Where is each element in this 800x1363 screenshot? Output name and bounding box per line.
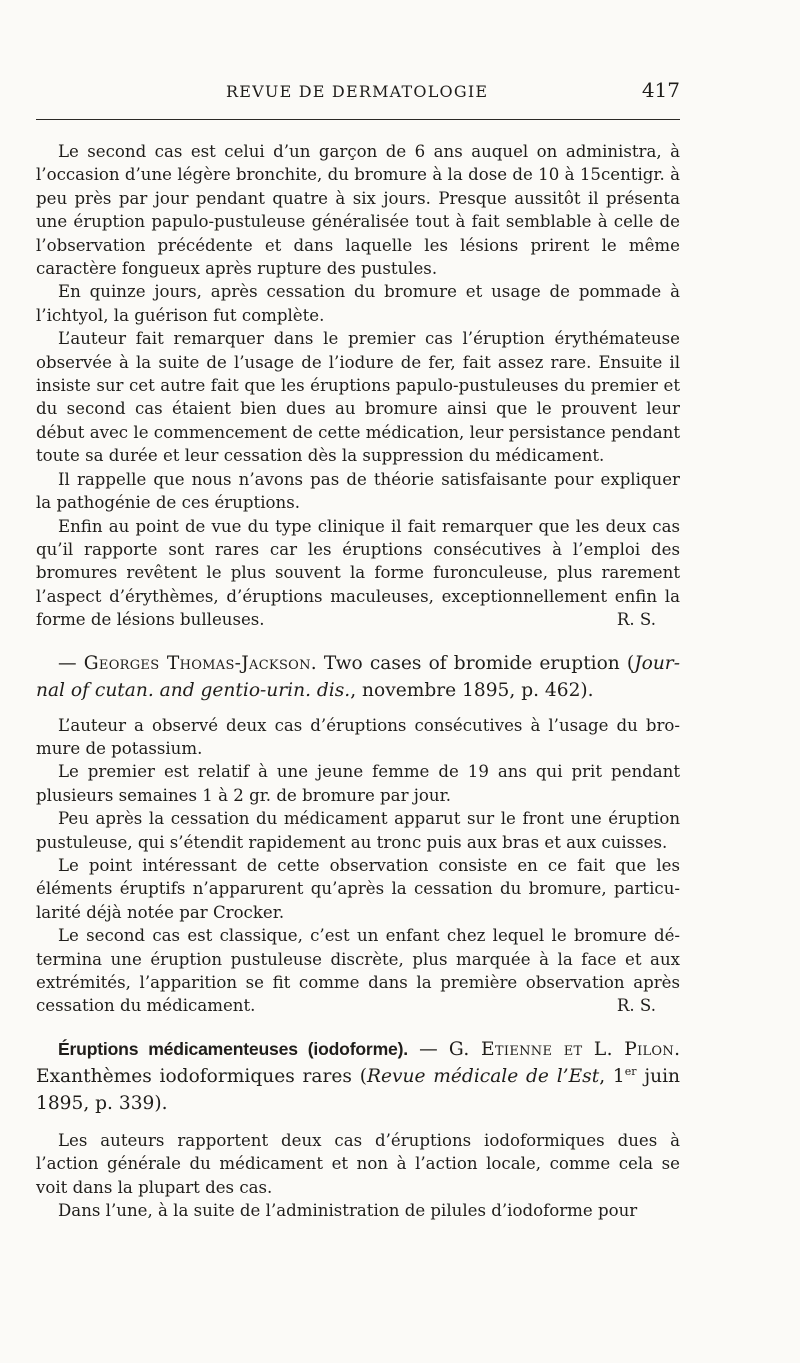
- paragraph: En quinze jours, après cessation du bromure et usage de pommade à l’ichtyol, la guérison fut complète.: [36, 282, 680, 325]
- ref-date-page: , novembre 1895, p. 462).: [350, 679, 594, 701]
- paragraph-text: Enfin au point de vue du type clinique il fait remarquer que les deux cas qu’il rapporte sont rares car les éruptions consécutives à l’emploi des bromures revêtent le plus souvent la forme furonculeuse, plus rarement l’aspect d’érythèmes, d’éruptions maculeuses, exceptionnellement enfin la forme de lésions bulleuses.: [36, 516, 680, 630]
- ref-authors: G. Etienne et L. Pilon: [448, 1038, 675, 1060]
- ref-subtitle: Exanthèmes iodoformiques rares (: [36, 1065, 368, 1087]
- page-header: [36, 78, 680, 108]
- ref-date-rest: juin 1895, p. 339).: [36, 1065, 680, 1114]
- ref-title: Two cases of bromide eruption: [323, 652, 620, 674]
- paragraph: Peu après la cessation du médicament apparut sur le front une éruption pustuleuse, qui s’étendit rapidement au tronc puis aux bras et aux cuisses.: [36, 809, 680, 852]
- paragraph: L’auteur fait remarquer dans le premier cas l’éruption érythémateuse observée à la suite de l’usage de l’iodure de fer, fait assez rare. Ensuite il insiste sur cet autre fait que les éruptions papulo-pustuleuses du premier et du second cas étaient bien dues au bromure ainsi que le prouvent leur début avec le commencement de cette médication, leur persistance pendant toute sa durée et leur cessation dès la suppression du médicament.: [36, 329, 680, 466]
- signature: R. S.: [616, 996, 656, 1016]
- ref-dash: —: [58, 652, 84, 674]
- paragraph: Le point intéressant de cette observation consiste en ce fait que les éléments éruptifs n’apparurent qu’après la cessation du bromure, particularité déjà notée par Crocker.: [36, 855, 680, 922]
- ref-date-day: 1: [612, 1065, 625, 1087]
- page-body: [36, 140, 680, 1222]
- paragraph: L’auteur a observé deux cas d’éruptions consécutives à l’usage du bromure de potassium.: [36, 715, 680, 758]
- ref-dash: —: [407, 1038, 449, 1060]
- ref-author: Georges Thomas-Jackson: [83, 652, 311, 674]
- page-number: 417: [641, 78, 680, 102]
- article-reference: — Georges Thomas-Jackson. Two cases of bromide eruption (Journal of cutan. and gentio-urin. dis., novembre 1895, p. 462).: [36, 652, 680, 701]
- ref-journal: Revue médicale de l’Est: [367, 1065, 600, 1087]
- paragraph: Les auteurs rapportent deux cas d’éruptions iodoformiques dues à l’action générale du médicament et non à l’action locale, comme cela se voit dans la plupart des cas.: [36, 1130, 680, 1197]
- ref-journal: Journal of cutan. and gentio-urin. dis.: [36, 652, 680, 701]
- ref-date-sup: er: [624, 1064, 637, 1078]
- article-reference: Éruptions médicamenteuses (iodoforme). — G. Etienne et L. Pilon. Exanthèmes iodoformiques rares (Revue médicale de l’Est, 1er juin 1895, p. 339).: [36, 1038, 680, 1114]
- paragraph: Le premier est relatif à une jeune femme de 19 ans qui prit pendant plusieurs semaines 1 à 2 gr. de bromure par jour.: [36, 762, 680, 805]
- paragraph-with-signature: [36, 924, 680, 1018]
- paragraph: Le second cas est celui d’un garçon de 6 ans auquel on administra, à l’occasion d’une légère bronchite, du bromure à la dose de 10 à 15centigr. à peu près par jour pendant quatre à six jours. Presque aussitôt il présenta une éruption papulo-pustuleuse généralisée tout à fait semblable à celle de l’observation précédente et dans laquelle les lésions prirent le même caractère fongueux après rupture des pustules.: [36, 142, 680, 279]
- signature: R. S.: [616, 610, 656, 630]
- paragraph-with-signature: [36, 515, 680, 632]
- ref-bold-title: Éruptions médicamenteuses (iodoforme).: [58, 1038, 408, 1059]
- running-title: REVUE DE DERMATOLOGIE: [226, 82, 489, 101]
- paragraph-text: Le second cas est classique, c’est un enfant chez lequel le bromure détermina une éruption pustuleuse discrète, plus marquée à la face et aux extrémités, l’apparition se fit comme dans la première observation après cessation du médicament.: [36, 926, 680, 1016]
- paragraph: Il rappelle que nous n’avons pas de théorie satisfaisante pour expliquer la pathogénie de ces éruptions.: [36, 469, 680, 513]
- paragraph: Dans l’une, à la suite de l’administration de pilules d’iodoforme pour: [58, 1201, 638, 1221]
- header-rule: [36, 119, 680, 120]
